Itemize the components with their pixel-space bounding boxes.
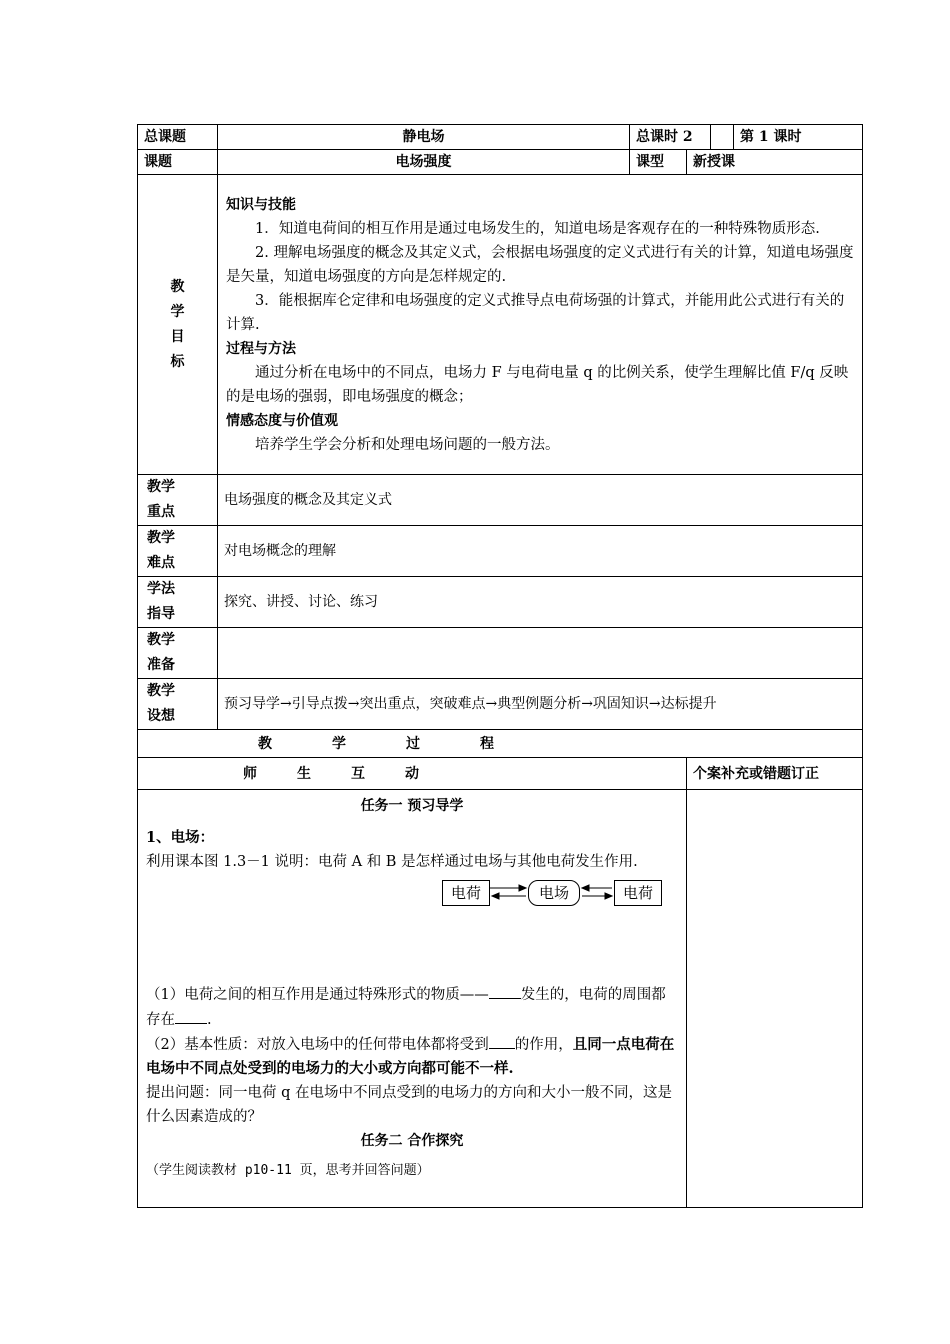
task2-note: （学生阅读教材 p10-11 页，思考并回答问题） [146, 1163, 430, 1178]
interaction-header: 师 生 互 动 [138, 758, 687, 790]
difficulty-value: 对电场概念的理解 [218, 526, 863, 577]
design-row [138, 679, 863, 730]
preparation-value [218, 628, 863, 679]
header-row-2 [138, 150, 863, 175]
key-points-row [138, 475, 863, 526]
process-text: 通过分析在电场中的不同点，电场力 F 与电荷电量 q 的比例关系，使学生理解比值 F/q 反映的是电场的强弱，即电场强度的概念； [226, 364, 849, 405]
topic-value: 电场强度 [218, 150, 630, 175]
column-header-row [138, 758, 863, 790]
lesson-number: 第 1 课时 [734, 125, 863, 150]
preparation-row [138, 628, 863, 679]
knowledge-item: 3．能根据库仑定律和电场强度的定义式推导点电荷场强的计算式，并能用此公式进行有关的计算. [226, 292, 845, 333]
method-value: 探究、讲授、讨论、练习 [218, 577, 863, 628]
key-points-label: 教学 重点 [138, 475, 218, 526]
diagram-arrows [146, 874, 706, 914]
blank-field [175, 1007, 207, 1024]
type-value: 新授课 [687, 150, 863, 175]
notes-header: 个案补充或错题订正 [687, 758, 863, 790]
blank-field [489, 982, 521, 999]
main-content-row [138, 790, 863, 1208]
notes-content [687, 790, 863, 1208]
knowledge-item: 1．知道电荷间的相互作用是通过电场发生的，知道电场是客观存在的一种特殊物质形态. [255, 220, 820, 237]
task2-title: 任务二 合作探究 [360, 1133, 464, 1149]
charge-box-right: 电荷 [614, 880, 662, 906]
task1-question1: （1）电荷之间的相互作用是通过特殊形式的物质—— 发生的，电荷的周围都存在 . [146, 982, 678, 1032]
task1-title: 任务一 预习导学 [360, 798, 464, 814]
charge-field-diagram [146, 874, 678, 982]
field-box: 电场 [528, 880, 580, 906]
objectives-label: 教 学 目 标 [138, 175, 218, 475]
difficulty-label: 教学 难点 [138, 526, 218, 577]
design-label: 教学 设想 [138, 679, 218, 730]
total-hours-label: 总课时 2 [630, 125, 711, 150]
lesson-plan-table [137, 124, 863, 1208]
design-value: 预习导学→引导点拨→突出重点，突破难点→典型例题分析→巩固知识→达标提升 [218, 679, 863, 730]
blank-field [489, 1032, 515, 1049]
empty-cell [711, 125, 734, 150]
task1-intro: 利用课本图 1.3－1 说明：电荷 A 和 B 是怎样通过电场与其他电荷发生作用. [146, 854, 638, 870]
topic-label: 课题 [138, 150, 218, 175]
emotion-title: 情感态度与价值观 [226, 412, 338, 429]
knowledge-title: 知识与技能 [226, 196, 296, 213]
total-topic-label: 总课题 [138, 125, 218, 150]
difficulty-row [138, 526, 863, 577]
interaction-content [138, 790, 687, 1208]
total-topic-value: 静电场 [218, 125, 630, 150]
header-row-1 [138, 125, 863, 150]
lesson-plan [137, 124, 862, 1208]
type-label: 课型 [630, 150, 687, 175]
process-header: 教 学 过 程 [138, 730, 863, 758]
key-points-value: 电场强度的概念及其定义式 [218, 475, 863, 526]
objectives-row [138, 175, 863, 475]
process-header-row [138, 730, 863, 758]
objectives-content [218, 175, 863, 475]
preparation-label: 教学 准备 [138, 628, 218, 679]
process-title: 过程与方法 [226, 340, 296, 357]
method-row [138, 577, 863, 628]
task1-question2: （2）基本性质：对放入电场中的任何带电体都将受到 的作用，且同一点电荷在电场中不同点处受到的电场力的大小或方向都可能不一样. [146, 1032, 678, 1081]
charge-box-left: 电荷 [442, 880, 490, 906]
emotion-text: 培养学生学会分析和处理电场问题的一般方法。 [255, 436, 560, 453]
knowledge-item: 2. 理解电场强度的概念及其定义式，会根据电场强度的定义式进行有关的计算，知道电场强度是矢量，知道电场强度的方向是怎样规定的. [226, 244, 854, 285]
method-label: 学法 指导 [138, 577, 218, 628]
task1-subtitle: 1、电场： [146, 829, 215, 846]
task1-problem: 提出问题：同一电荷 q 在电场中不同点受到的电场力的方向和大小一般不同，这是什么因素造成的？ [146, 1085, 672, 1125]
